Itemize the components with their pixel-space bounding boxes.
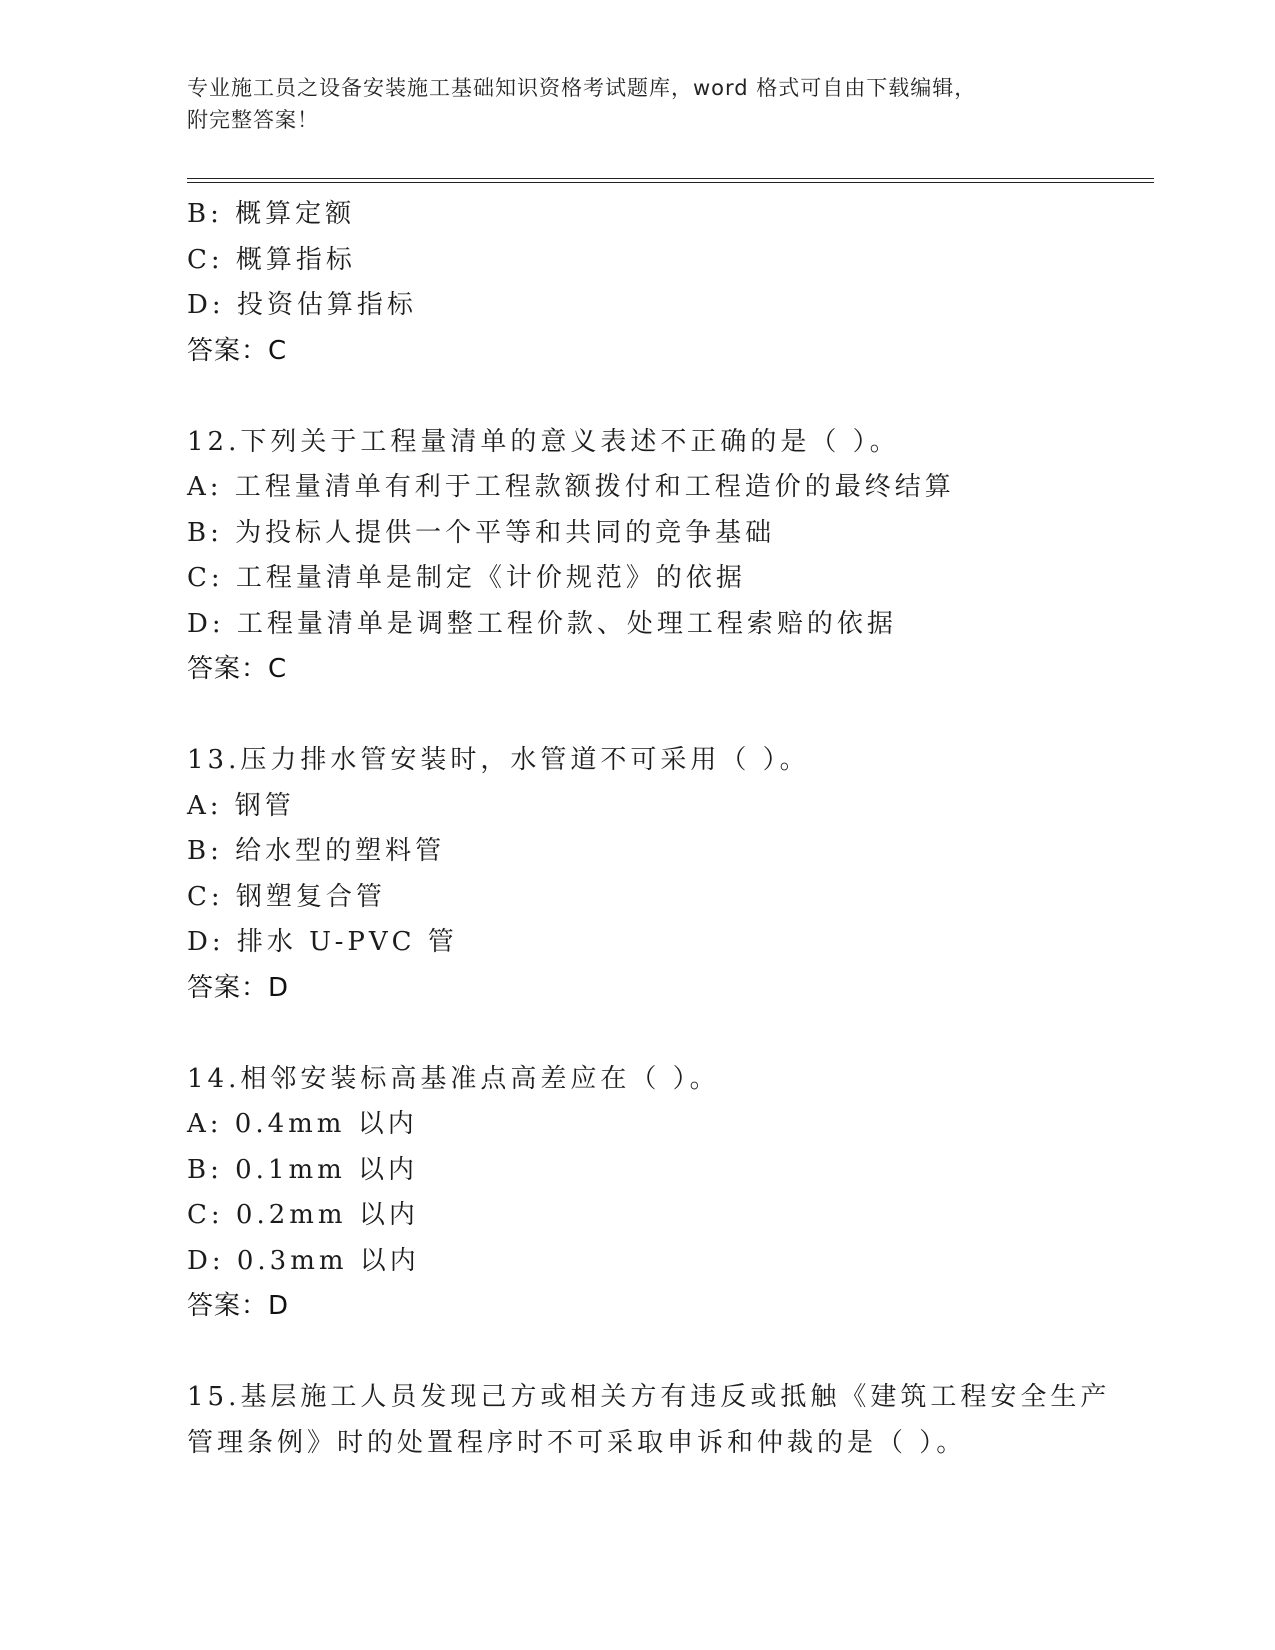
option-b: B: 概算定额 — [187, 199, 356, 229]
option-a: A: 0.4mm 以内 — [187, 1109, 418, 1139]
answer: 答案：C — [187, 654, 288, 684]
question-13 — [187, 738, 1154, 1011]
spacer — [187, 693, 1154, 739]
answer: 答案：D — [187, 972, 290, 1003]
spacer — [187, 1330, 1154, 1376]
question-15 — [187, 1375, 1154, 1466]
question-list — [187, 192, 1154, 1466]
option-d: D: 0.3mm 以内 — [187, 1245, 420, 1276]
question-stem-line-1: 15.基层施工人员发现己方或相关方有违反或抵触《建筑工程安全生产 — [187, 1382, 1111, 1412]
option-c: C: 钢塑复合管 — [187, 881, 386, 912]
header-line-2: 附完整答案！ — [187, 108, 319, 132]
document-header — [187, 72, 1067, 136]
option-a: A: 钢管 — [187, 790, 295, 821]
spacer — [187, 374, 1154, 420]
option-d: D: 投资估算指标 — [187, 290, 417, 320]
option-c: C: 概算指标 — [187, 244, 356, 275]
question-stem: 13.压力排水管安装时，水管道不可采用（ ）。 — [187, 745, 810, 775]
spacer — [187, 1011, 1154, 1057]
question-stem: 12.下列关于工程量清单的意义表述不正确的是（ ）。 — [187, 426, 900, 457]
answer: 答案：C — [187, 335, 288, 366]
option-b: B: 为投标人提供一个平等和共同的竞争基础 — [187, 517, 776, 548]
option-d: D: 排水 U-PVC 管 — [187, 927, 458, 957]
answer: 答案：D — [187, 1291, 290, 1321]
question-stem: 14.相邻安装标高基准点高差应在（ ）。 — [187, 1063, 720, 1094]
question-14 — [187, 1057, 1154, 1330]
option-d: D: 工程量清单是调整工程价款、处理工程索赔的依据 — [187, 608, 897, 639]
option-c: C: 0.2mm 以内 — [187, 1200, 419, 1230]
header-double-rule — [187, 178, 1154, 183]
option-a: A: 工程量清单有利于工程款额拨付和工程造价的最终结算 — [187, 472, 955, 502]
option-c: C: 工程量清单是制定《计价规范》的依据 — [187, 563, 746, 593]
question-12 — [187, 420, 1154, 693]
question-stem-line-2: 管理条例》时的处置程序时不可采取申诉和仲裁的是（ ）。 — [187, 1427, 967, 1458]
question-11 — [187, 192, 1154, 374]
option-b: B: 给水型的塑料管 — [187, 836, 446, 866]
header-line-1: 专业施工员之设备安装施工基础知识资格考试题库，word 格式可自由下载编辑， — [187, 76, 977, 100]
option-b: B: 0.1mm 以内 — [187, 1154, 419, 1185]
